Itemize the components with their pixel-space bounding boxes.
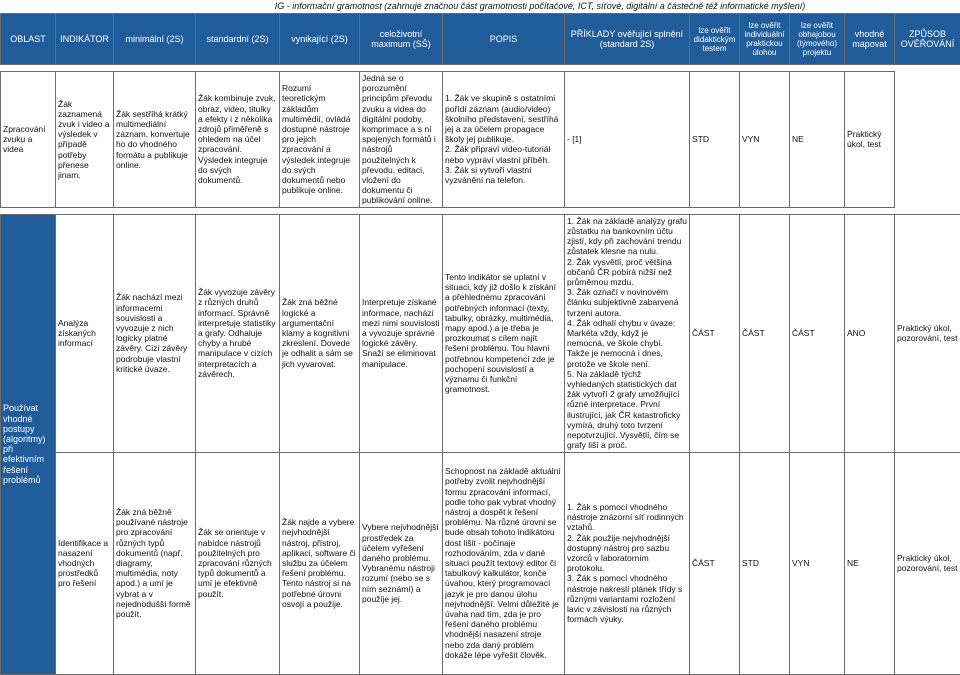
didakticky-cell: - [1]	[565, 72, 690, 208]
individualni-cell: STD	[740, 452, 790, 674]
obhajobou-cell: VYN	[790, 452, 845, 674]
header-didakticky: lze ověřit didaktickým testem	[690, 14, 740, 65]
minimalni-cell: Žák zaznamená zvuk i video a výsledek v případě potřeby přenese jinam.	[56, 72, 114, 208]
table-row	[1, 72, 960, 208]
minimalni-cell: Žák zná běžně používané nástroje pro zpracování různých typů dokumentů (např. diagramy, multimédia, noty apod.) a umí je vybrat a v nejednodušší formě použít.	[114, 452, 196, 674]
header-obhajobou: lze ověřit obhajobou (týmového) projektu	[790, 14, 845, 65]
indicator-table	[0, 13, 960, 675]
vynikajici-cell: Žák kombinuje zvuk, obraz, video, titulky a efekty i z několika zdrojů přiměřeně s ohledem na účel zpracování. Výsledek integruje do svých dokumentů.	[196, 72, 280, 208]
celozivotni-cell: Rozumí teoretickým základům multimédií, ovládá dostupné nástroje pro jejich zpracování a výsledek integruje do svých dokumentů nebo publikuje online.	[280, 72, 360, 208]
header-standardni: standardní (2S)	[196, 14, 280, 65]
celozivotni-cell: Vybere nejvhodnější prostředek za účelem vyřešení daného problému. Vybranému nástroji rozumí (nebo se s ním seznámí) a použije jej.	[360, 452, 443, 674]
header-row	[1, 14, 960, 65]
standardni-cell: Žák se orientuje v nabídce nástrojů použitelných pro zpracování různých typů dokumentů a umí je efektivně použít.	[196, 452, 280, 674]
vynikajici-cell: Žák najde a vybere nejvhodnější nástroj, přístroj, aplikaci, software či službu za účelem řešení problému. Tento nástroj si na potřebné úrovni osvojí a použije.	[280, 452, 360, 674]
standardni-cell: Žák sestříhá krátký multimediální záznam, konvertuje ho do vhodného formátu a publikuje online.	[114, 72, 196, 208]
table-row	[1, 214, 960, 452]
indicator-cell: Analýza získaných informací	[56, 214, 114, 452]
didakticky-cell: ČÁST	[690, 214, 740, 452]
celozivotni-cell: Interpretuje získané informace, nachází mezi nimi souvislosti a vyvozuje správné logické závěry. Snaží se eliminovat manipulace.	[360, 214, 443, 452]
table-row	[1, 452, 960, 674]
vhodne-cell: NE	[845, 452, 895, 674]
header-oblast: OBLAST	[1, 14, 56, 65]
zpusob-cell: Praktický úkol, pozorování, test	[895, 452, 960, 674]
vhodne-cell: ANO	[845, 214, 895, 452]
popis-cell: Schopnost na základě aktuální potřeby zvolit nejvhodnější formu zpracování informací, podle toho pak vybrat vhodný nástroj a dospět k řešení problému. Na různé úrovni se bude obsah tohoto indikátoru dost lišit - počínaje rozhodováním, zda v dané situaci použít textový editor či tabulkový kalkulátor, konče úvahou, který programovací jazyk je pro danou úlohu nejvhodnější. Velmi důležité je úvaha nad tím, zda je pro řešení daného problému vhodnější nasazení stroje nebo zda daný problém dokáže lépe vyřešit člověk.	[443, 452, 565, 674]
header-celozivotni: celoživotní maximum (SŠ)	[360, 14, 443, 65]
header-vhodne: vhodné mapovat	[845, 14, 895, 65]
priklady-cell: 1. Žák ve skupině s ostatními pořídí záznam (audio/video) školního představení, sestříhá jej a za účelem propagace školy jej publikuje. 2. Žák připraví video-tutoriál nebo vypráví vlastní příběh. 3. Žák si vytvoří vlastní vyzvánění na telefon.	[443, 72, 565, 208]
zpusob-cell: Praktický úkol, test	[845, 72, 895, 208]
header-zpusob: ZPŮSOB OVĚŘOVÁNÍ	[895, 14, 960, 65]
minimalni-cell: Žák nachází mezi informacemi souvislosti a vyvozuje z nich logicky platné závěry. Cizí závěry podrobuje vlastní kritické úvaze.	[114, 214, 196, 452]
indicator-cell: Identifikace a nasazení vhodných prostředků pro řešení	[56, 452, 114, 674]
obhajobou-cell: ČÁST	[790, 214, 845, 452]
area-cell-merged: Používat vhodné postupy (algoritmy) při efektivním řešení problémů	[1, 214, 56, 674]
header-individualni: lze ověřit individuální praktickou úlohou	[740, 14, 790, 65]
priklady-cell: 1. Žák s pomocí vhodného nástroje znázorní síť rodinných vztahů. 2. Žák použije nejvhodnější dostupný nástroj pro sazbu vzorců v laboratorním protokolu. 3. Žák s pomocí vhodného nástroje nakreslí plánek třídy s různými variantami rozložení lavic v závislosti na různých formách výuky.	[565, 452, 690, 674]
header-minimalni: minimální (2S)	[114, 14, 196, 65]
document-title: IG - informační gramotnost (zahrnuje značnou část gramotnosti počítačové, ICT, síťové, digitální a částečně též informatické myšlení)	[0, 0, 960, 13]
priklady-cell: 1. Žák na základě analýzy grafu zůstatku na bankovním účtu zjistí, kdy při zachování trendu zůstatek klesne na nulu. 2. Žák vysvětlí, proč většina občanů ČR pobírá nižší než průměrnou mzdu. 3. Žák označí v novinovém článku subjektivně zabarvená tvrzení autora. 4. Žák odhalí chybu v úvaze: Markéta vždy, když je nemocná, ve škole chybí. Takže je nemocná i dnes, protože ve škole není. 5. Na základě týchž vyhledaných statistických dat žák vytvoří 2 grafy umožňující různé interpretace. První ilustrující, jak ČR katastroficky vymírá, druhý toto tvrzení nepotvrzující. Vysvětlí, čím se grafy liší a proč.	[565, 214, 690, 452]
vynikajici-cell: Žák zná běžné logické a argumentační klamy a kognitivní zkreslení. Dovede je odhalit a sám se jich vyvarovat.	[280, 214, 360, 452]
obhajobou-cell: VYN	[740, 72, 790, 208]
popis-cell: Jedná se o porozumění principům převodu zvuku a videa do digitální podoby, komprimace a s ní spojených formátů i nástrojů použitelných k převodu, editaci, vložení do dokumentu či publikování online.	[360, 72, 443, 208]
didakticky-cell: ČÁST	[690, 452, 740, 674]
individualni-cell: STD	[690, 72, 740, 208]
header-popis: POPIS	[443, 14, 565, 65]
popis-cell: Tento indikátor se uplatní v situaci, kdy již došlo k získání a přehlednému zpracování potřebných informací (texty, tabulky, obrázky, multimédia, mapy apod.) a je třeba je prozkoumat s cílem najít řešení problému. Tou hlavní potřebnou kompetencí zde je pochopení souvislostí a významu či funkční gramotnost.	[443, 214, 565, 452]
header-indikator: INDIKÁTOR	[56, 14, 114, 65]
area-cell: Zpracování zvuku a videa	[1, 72, 56, 208]
zpusob-cell: Praktický úkol, pozorování, test	[895, 214, 960, 452]
individualni-cell: ČÁST	[740, 214, 790, 452]
header-vynikajici: vynikající (2S)	[280, 14, 360, 65]
vhodne-cell: NE	[790, 72, 845, 208]
standardni-cell: Žák vyvozuje závěry z různých druhů informací. Správně interpretuje statistiky a grafy. Odhaluje chyby a hrubé manipulace v cizích interpretacích a závěrech.	[196, 214, 280, 452]
header-priklady: PŘÍKLADY ověřující splnění (standard 2S)	[565, 14, 690, 65]
